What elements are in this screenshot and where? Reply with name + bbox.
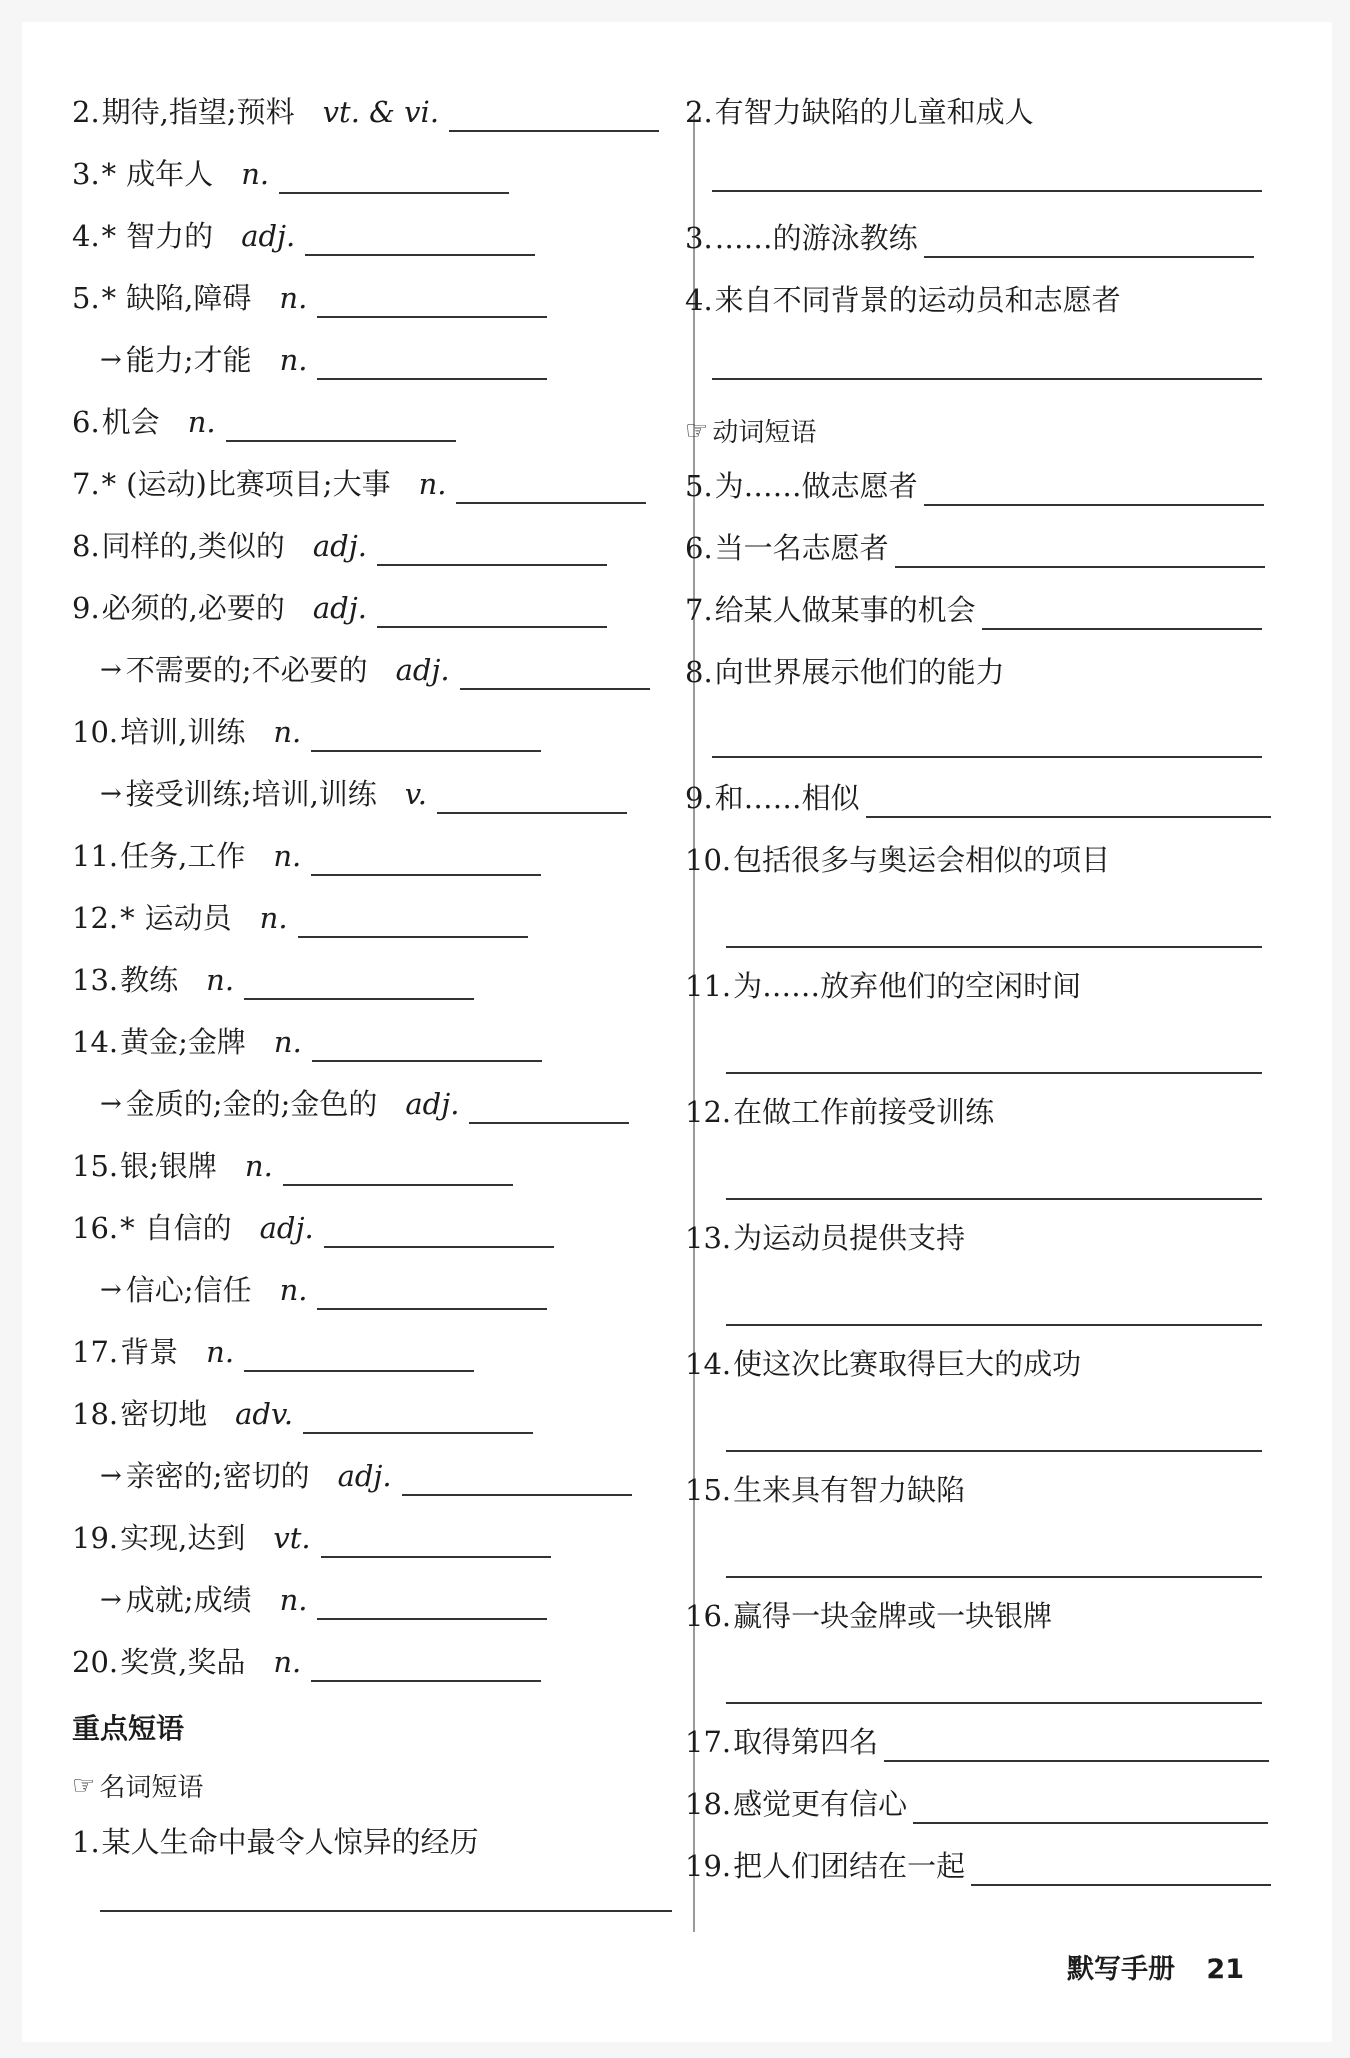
item-number: 4. — [685, 283, 713, 317]
answer-blank[interactable] — [895, 534, 1265, 568]
phrase-item — [685, 280, 1121, 320]
item-number: 5. — [72, 281, 100, 315]
item-text: 来自不同背景的运动员和志愿者 — [714, 283, 1121, 317]
item-text: 不需要的;不必要的 — [125, 653, 368, 687]
part-of-speech: n. — [279, 281, 308, 315]
star-mark: * — [120, 1211, 135, 1245]
item-number: 13. — [685, 1221, 732, 1255]
item-number: 10. — [685, 843, 732, 877]
vocab-item — [72, 1518, 551, 1558]
item-text: 密切地 — [120, 1397, 208, 1431]
answer-blank[interactable] — [312, 1028, 542, 1062]
item-number: 12. — [685, 1095, 732, 1129]
answer-blank[interactable] — [460, 656, 650, 690]
vocab-item — [72, 898, 528, 938]
item-text: 包括很多与奥运会相似的项目 — [733, 843, 1111, 877]
answer-blank[interactable] — [449, 98, 659, 132]
vocab-item — [72, 278, 547, 318]
arrow-icon: → — [100, 345, 122, 375]
answer-blank[interactable] — [317, 1276, 547, 1310]
answer-blank[interactable] — [924, 472, 1264, 506]
item-number: 9. — [685, 781, 713, 815]
item-text: 成年人 — [126, 157, 214, 191]
item-text: 期待,指望;预料 — [101, 95, 295, 129]
answer-blank[interactable] — [982, 596, 1262, 630]
part-of-speech: n. — [279, 1273, 308, 1307]
part-of-speech: adj. — [395, 653, 450, 687]
part-of-speech: n. — [241, 157, 270, 191]
item-text: 机会 — [101, 405, 160, 439]
item-number: 12. — [72, 901, 119, 935]
arrow-icon: → — [100, 1089, 122, 1119]
arrow-icon: → — [100, 1275, 122, 1305]
part-of-speech: n. — [273, 1025, 302, 1059]
page-number: 21 — [1206, 1954, 1244, 1985]
vocab-item — [72, 1642, 541, 1682]
item-number: 17. — [685, 1725, 732, 1759]
manual-title: 默写手册 — [1067, 1954, 1175, 1985]
item-text: 和……相似 — [714, 781, 860, 815]
item-text: 黄金;金牌 — [120, 1025, 246, 1059]
answer-blank[interactable] — [324, 1214, 554, 1248]
part-of-speech: vt. & vi. — [322, 95, 440, 129]
part-of-speech: n. — [273, 715, 302, 749]
answer-line[interactable] — [712, 190, 1262, 192]
star-mark: * — [101, 467, 117, 501]
item-text: 为……做志愿者 — [714, 469, 918, 503]
answer-blank[interactable] — [437, 780, 627, 814]
item-number: 14. — [685, 1347, 732, 1381]
vocab-item — [72, 588, 607, 628]
answer-blank[interactable] — [402, 1462, 632, 1496]
part-of-speech: adj. — [337, 1459, 392, 1493]
subsection-label: 动词短语 — [712, 418, 817, 448]
item-text: 信心;信任 — [125, 1273, 252, 1307]
phrase-item — [685, 966, 1081, 1006]
vocab-item — [72, 154, 509, 194]
answer-blank[interactable] — [377, 532, 607, 566]
answer-line[interactable] — [726, 1576, 1262, 1578]
part-of-speech: n. — [259, 901, 288, 935]
part-of-speech: n. — [273, 1645, 302, 1679]
star-mark: * — [101, 219, 117, 253]
item-text: 亲密的;密切的 — [125, 1459, 310, 1493]
item-number: 8. — [685, 655, 713, 689]
phrase-item — [685, 1470, 965, 1510]
item-text: 金质的;金的;金色的 — [125, 1087, 378, 1121]
item-number: 9. — [72, 591, 100, 625]
vocab-item — [72, 1394, 533, 1434]
item-text: (运动)比赛项目;大事 — [126, 467, 391, 501]
phrase-item — [685, 1784, 1268, 1824]
item-text: 必须的,必要的 — [101, 591, 285, 625]
vocab-item — [72, 1146, 513, 1186]
item-number: 14. — [72, 1025, 119, 1059]
vocab-item — [72, 960, 474, 1000]
answer-blank[interactable] — [924, 224, 1254, 258]
subsection-label: 名词短语 — [99, 1773, 204, 1803]
answer-line[interactable] — [726, 1198, 1262, 1200]
answer-blank[interactable] — [244, 1338, 474, 1372]
phrase-item — [685, 652, 1005, 692]
answer-blank[interactable] — [303, 1400, 533, 1434]
part-of-speech: n. — [206, 963, 235, 997]
item-number: 7. — [72, 467, 100, 501]
item-number: 1. — [72, 1825, 100, 1859]
item-text: 培训,训练 — [120, 715, 246, 749]
part-of-speech: vt. — [273, 1521, 311, 1555]
item-number: 19. — [72, 1521, 119, 1555]
item-number: 6. — [685, 531, 713, 565]
vocab-item — [72, 92, 659, 132]
item-text: 接受训练;培训,训练 — [125, 777, 377, 811]
phrase-item — [685, 590, 1262, 630]
part-of-speech: adj. — [405, 1087, 460, 1121]
answer-blank[interactable] — [283, 1152, 513, 1186]
item-text: 背景 — [120, 1335, 179, 1369]
item-text: ……的游泳教练 — [714, 221, 918, 255]
part-of-speech: n. — [279, 1583, 308, 1617]
vocab-item — [72, 836, 541, 876]
arrow-icon: → — [100, 1461, 122, 1491]
item-text: 奖赏,奖品 — [120, 1645, 246, 1679]
item-text: 缺陷,障碍 — [126, 281, 252, 315]
answer-line[interactable] — [726, 1702, 1262, 1704]
vocab-item — [72, 402, 456, 442]
vocab-item — [72, 1332, 474, 1372]
vocab-item — [72, 1208, 554, 1248]
phrase-item — [685, 1218, 965, 1258]
vocab-derived-item — [100, 340, 547, 380]
item-text: 为……放弃他们的空闲时间 — [733, 969, 1082, 1003]
item-number: 2. — [72, 95, 100, 129]
worksheet-page — [22, 22, 1332, 2042]
phrase-item — [685, 1092, 994, 1132]
item-number: 17. — [72, 1335, 119, 1369]
answer-blank[interactable] — [971, 1852, 1271, 1886]
answer-blank[interactable] — [377, 594, 607, 628]
item-number: 16. — [72, 1211, 119, 1245]
part-of-speech: adj. — [312, 529, 367, 563]
item-number: 15. — [72, 1149, 119, 1183]
answer-blank[interactable] — [298, 904, 528, 938]
answer-line[interactable] — [726, 1072, 1262, 1074]
item-text: 自信的 — [144, 1211, 232, 1245]
item-number: 16. — [685, 1599, 732, 1633]
vocab-derived-item — [100, 1270, 547, 1310]
item-text: 任务,工作 — [120, 839, 246, 873]
vocab-derived-item — [100, 1084, 629, 1124]
phrase-item — [72, 1822, 479, 1862]
answer-blank[interactable] — [305, 222, 535, 256]
vocab-derived-item — [100, 1456, 632, 1496]
part-of-speech: n. — [187, 405, 216, 439]
answer-blank[interactable] — [866, 784, 1271, 818]
answer-blank[interactable] — [317, 284, 547, 318]
phrase-item — [685, 92, 1034, 132]
arrow-icon: → — [100, 1585, 122, 1615]
vocab-derived-item — [100, 1580, 547, 1620]
item-text: 实现,达到 — [120, 1521, 246, 1555]
part-of-speech: n. — [244, 1149, 273, 1183]
item-text: 取得第四名 — [733, 1725, 879, 1759]
star-mark: * — [101, 281, 117, 315]
answer-blank[interactable] — [321, 1524, 551, 1558]
item-text: 向世界展示他们的能力 — [714, 655, 1005, 689]
item-text: 把人们团结在一起 — [733, 1849, 966, 1883]
item-number: 2. — [685, 95, 713, 129]
star-mark: * — [120, 901, 135, 935]
phrase-item — [685, 1596, 1052, 1636]
vocab-item — [72, 712, 541, 752]
item-number: 13. — [72, 963, 119, 997]
answer-blank[interactable] — [317, 346, 547, 380]
answer-line[interactable] — [712, 756, 1262, 758]
column-divider — [693, 112, 695, 1932]
noun-phrases-label — [72, 1767, 203, 1804]
answer-line[interactable] — [712, 378, 1262, 380]
phrase-item — [685, 1846, 1271, 1886]
item-number: 3. — [685, 221, 713, 255]
answer-blank[interactable] — [311, 718, 541, 752]
answer-line[interactable] — [726, 1324, 1262, 1326]
item-text: 智力的 — [126, 219, 214, 253]
item-number: 11. — [72, 839, 119, 873]
item-number: 20. — [72, 1645, 119, 1679]
item-text: 使这次比赛取得巨大的成功 — [733, 1347, 1082, 1381]
part-of-speech: n. — [418, 467, 447, 501]
answer-blank[interactable] — [884, 1728, 1269, 1762]
phrase-item — [685, 528, 1265, 568]
item-text: 教练 — [120, 963, 179, 997]
item-number: 7. — [685, 593, 713, 627]
item-number: 18. — [72, 1397, 119, 1431]
item-text: 当一名志愿者 — [714, 531, 889, 565]
item-number: 18. — [685, 1787, 732, 1821]
item-text: 运动员 — [144, 901, 232, 935]
item-text: 能力;才能 — [125, 343, 252, 377]
answer-blank[interactable] — [469, 1090, 629, 1124]
vocab-derived-item — [100, 774, 627, 814]
answer-blank[interactable] — [311, 1648, 541, 1682]
verb-phrases-label — [685, 412, 816, 449]
item-number: 19. — [685, 1849, 732, 1883]
vocab-item — [72, 464, 646, 504]
item-text: 有智力缺陷的儿童和成人 — [714, 95, 1034, 129]
answer-line[interactable] — [100, 1910, 672, 1912]
item-text: 赢得一块金牌或一块银牌 — [733, 1599, 1053, 1633]
answer-blank[interactable] — [244, 966, 474, 1000]
item-number: 15. — [685, 1473, 732, 1507]
answer-blank[interactable] — [913, 1790, 1268, 1824]
vocab-derived-item — [100, 650, 650, 690]
phrase-item — [685, 218, 1254, 258]
part-of-speech: adj. — [241, 219, 296, 253]
item-number: 3. — [72, 157, 100, 191]
pointing-hand-icon: ☞ — [685, 415, 709, 446]
vocab-item — [72, 526, 607, 566]
phrase-item — [685, 778, 1271, 818]
answer-line[interactable] — [726, 1450, 1262, 1452]
answer-line[interactable] — [726, 946, 1262, 948]
answer-blank[interactable] — [456, 470, 646, 504]
footer — [1067, 1947, 1244, 1986]
part-of-speech: n. — [279, 343, 308, 377]
part-of-speech: adj. — [259, 1211, 314, 1245]
item-number: 6. — [72, 405, 100, 439]
item-number: 8. — [72, 529, 100, 563]
item-text: 银;银牌 — [120, 1149, 217, 1183]
item-text: 某人生命中最令人惊异的经历 — [101, 1825, 479, 1859]
item-text: 给某人做某事的机会 — [714, 593, 976, 627]
answer-blank[interactable] — [311, 842, 541, 876]
arrow-icon: → — [100, 779, 122, 809]
item-number: 10. — [72, 715, 119, 749]
part-of-speech: n. — [273, 839, 302, 873]
arrow-icon: → — [100, 655, 122, 685]
answer-blank[interactable] — [226, 408, 456, 442]
phrase-item — [685, 1722, 1269, 1762]
answer-blank[interactable] — [279, 160, 509, 194]
part-of-speech: adv. — [235, 1397, 294, 1431]
item-text: 感觉更有信心 — [733, 1787, 908, 1821]
item-number: 4. — [72, 219, 100, 253]
phrase-item — [685, 466, 1264, 506]
vocab-item — [72, 216, 535, 256]
star-mark: * — [101, 157, 117, 191]
answer-blank[interactable] — [317, 1586, 547, 1620]
vocab-item — [72, 1022, 542, 1062]
part-of-speech: v. — [404, 777, 427, 811]
part-of-speech: adj. — [312, 591, 367, 625]
item-text: 在做工作前接受训练 — [733, 1095, 995, 1129]
item-text: 为运动员提供支持 — [733, 1221, 966, 1255]
item-text: 成就;成绩 — [125, 1583, 252, 1617]
item-text: 同样的,类似的 — [101, 529, 285, 563]
item-number: 5. — [685, 469, 713, 503]
pointing-hand-icon: ☞ — [72, 1770, 96, 1801]
part-of-speech: n. — [206, 1335, 235, 1369]
section-title: 重点短语 — [72, 1712, 185, 1745]
phrase-item — [685, 840, 1110, 880]
phrase-item — [685, 1344, 1081, 1384]
item-text: 生来具有智力缺陷 — [733, 1473, 966, 1507]
item-number: 11. — [685, 969, 732, 1003]
